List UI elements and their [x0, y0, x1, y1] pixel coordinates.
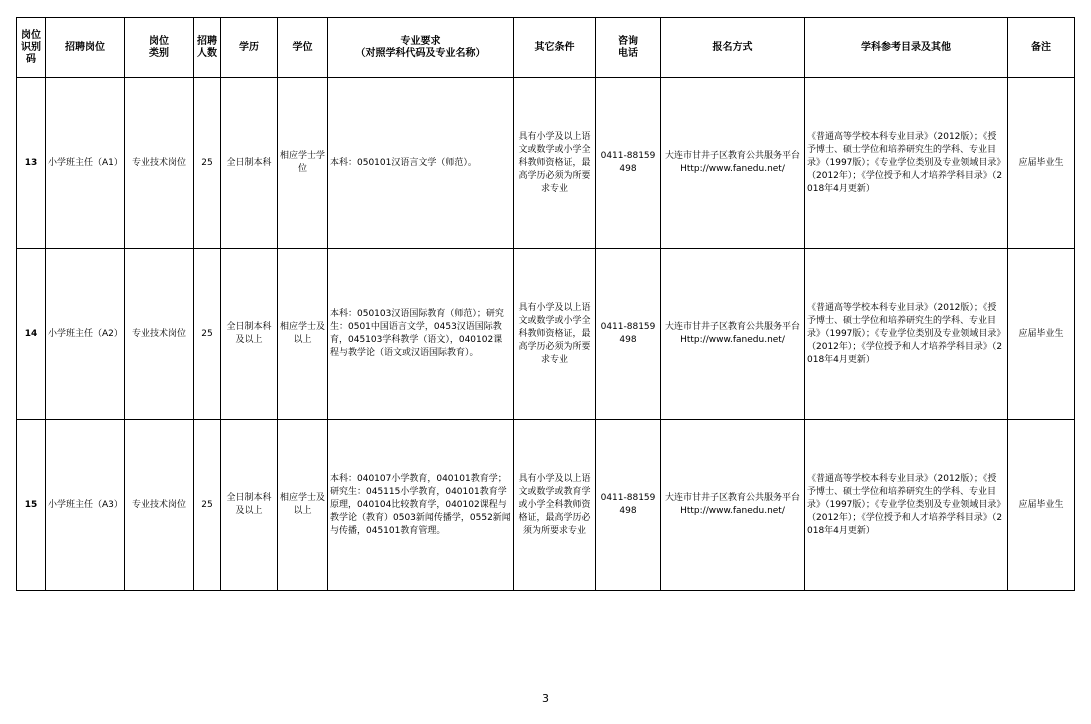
table-row: [17, 249, 1075, 420]
header-id-line: 码: [26, 53, 36, 65]
cell-id: 14: [17, 249, 46, 420]
header-education-line: 学历: [239, 41, 259, 53]
header-category: [125, 18, 194, 78]
cell-id: 13: [17, 78, 46, 249]
header-major-line: 专业要求: [400, 35, 441, 47]
header-phone: [596, 18, 661, 78]
cell-note: 应届毕业生: [1008, 420, 1075, 591]
header-note-line: 备注: [1031, 41, 1051, 53]
header-other: [514, 18, 596, 78]
header-major: [328, 18, 514, 78]
cell-major: 本科：050101汉语言文学（师范）。: [328, 78, 514, 249]
cell-signup: 大连市甘井子区教育公共服务平台Http://www.fanedu.net/: [661, 78, 805, 249]
cell-catalog: 《普通高等学校本科专业目录》（2012版）；《授予博士、硕士学位和培养研究生的学科、专业目录》（1997版）；《专业学位类别及专业领域目录》（2012年）；《学位授予和人才培养学科目录》（2018年4月更新）: [805, 249, 1008, 420]
cell-category: 专业技术岗位: [125, 78, 194, 249]
cell-major: 本科：040107小学教育，040101教育学；研究生：045115小学教育，040101教育学原理，040104比较教育学，040102课程与教学论（教育）0503新闻传播学，0552新闻与传播，045101教育管理。: [328, 420, 514, 591]
header-degree: [278, 18, 328, 78]
header-row: [17, 18, 1075, 78]
cell-other: 具有小学及以上语文或数学或小学全科教师资格证，最高学历必须为所要求专业: [514, 249, 596, 420]
cell-category: 专业技术岗位: [125, 420, 194, 591]
header-note: [1008, 18, 1075, 78]
cell-position: 小学班主任（A2）: [46, 249, 125, 420]
cell-signup: 大连市甘井子区教育公共服务平台Http://www.fanedu.net/: [661, 420, 805, 591]
cell-count: 25: [194, 420, 221, 591]
header-category-line: 类别: [149, 47, 169, 59]
cell-major: 本科：050103汉语国际教育（师范）；研究生：0501中国语言文学，0453汉语国际教育，045103学科教学（语文），040102课程与教学论（语文或汉语国际教育）。: [328, 249, 514, 420]
cell-note: 应届毕业生: [1008, 78, 1075, 249]
cell-catalog: 《普通高等学校本科专业目录》（2012版）；《授予博士、硕士学位和培养研究生的学科、专业目录》（1997版）；《专业学位类别及专业领域目录》（2012年）；《学位授予和人才培养学科目录》（2018年4月更新）: [805, 420, 1008, 591]
cell-note: 应届毕业生: [1008, 249, 1075, 420]
header-count-line: 人数: [197, 47, 217, 59]
header-id: [17, 18, 46, 78]
cell-other: 具有小学及以上语文或数学或小学全科教师资格证，最高学历必须为所要求专业: [514, 78, 596, 249]
header-position: [46, 18, 125, 78]
header-id-line: 识别: [21, 41, 41, 53]
cell-id: 15: [17, 420, 46, 591]
header-major-line: （对照学科代码及专业名称）: [355, 47, 486, 59]
recruitment-table: [16, 17, 1075, 591]
header-count-line: 招聘: [197, 35, 217, 47]
header-signup-line: 报名方式: [712, 41, 753, 53]
cell-education: 全日制本科及以上: [221, 249, 278, 420]
cell-education: 全日制本科及以上: [221, 420, 278, 591]
cell-catalog: 《普通高等学校本科专业目录》（2012版）；《授予博士、硕士学位和培养研究生的学科、专业目录》（1997版）；《专业学位类别及专业领域目录》（2012年）；《学位授予和人才培养学科目录》（2018年4月更新）: [805, 78, 1008, 249]
cell-position: 小学班主任（A3）: [46, 420, 125, 591]
header-degree-line: 学位: [292, 41, 313, 53]
cell-count: 25: [194, 249, 221, 420]
cell-phone: 0411-88159498: [596, 249, 661, 420]
page-number: 3: [542, 692, 549, 705]
cell-degree: 相应学士学位: [278, 78, 328, 249]
header-signup: [661, 18, 805, 78]
cell-signup: 大连市甘井子区教育公共服务平台Http://www.fanedu.net/: [661, 249, 805, 420]
cell-count: 25: [194, 78, 221, 249]
cell-degree: 相应学士及以上: [278, 249, 328, 420]
header-position-line: 招聘岗位: [65, 41, 105, 53]
cell-position: 小学班主任（A1）: [46, 78, 125, 249]
header-count: [194, 18, 221, 78]
table-row: [17, 78, 1075, 249]
header-category-line: 岗位: [149, 35, 169, 47]
header-phone-line: 电话: [618, 47, 638, 59]
header-id-line: 岗位: [21, 29, 41, 41]
cell-phone: 0411-88159498: [596, 420, 661, 591]
header-catalog: [805, 18, 1008, 78]
cell-education: 全日制本科: [221, 78, 278, 249]
cell-degree: 相应学士及以上: [278, 420, 328, 591]
cell-other: 具有小学及以上语文或数学或教育学或小学全科教师资格证，最高学历必须为所要求专业: [514, 420, 596, 591]
cell-category: 专业技术岗位: [125, 249, 194, 420]
header-catalog-line: 学科参考目录及其他: [861, 41, 951, 53]
cell-phone: 0411-88159498: [596, 78, 661, 249]
table-row: [17, 420, 1075, 591]
header-phone-line: 咨询: [618, 35, 638, 47]
header-other-line: 其它条件: [534, 41, 575, 53]
header-education: [221, 18, 278, 78]
